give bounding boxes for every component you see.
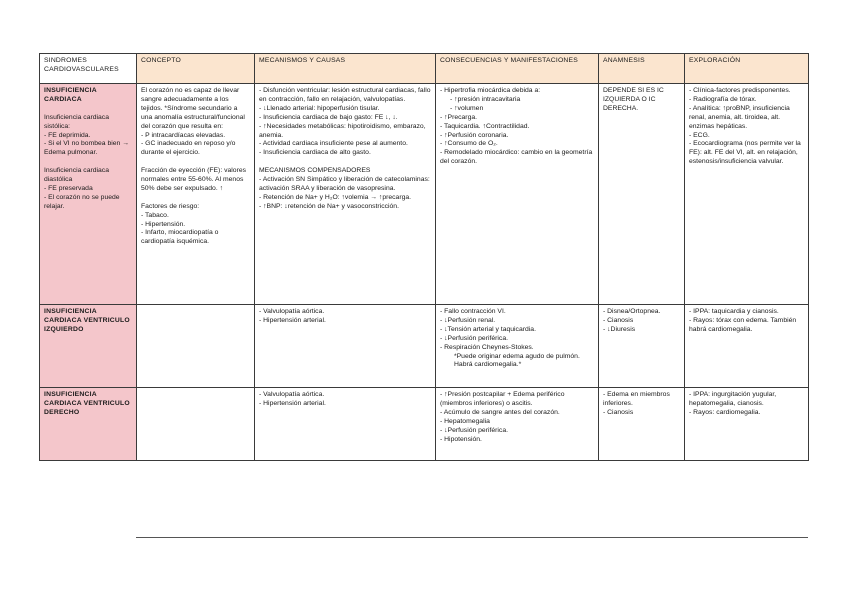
spacer — [44, 158, 132, 167]
cell-text-line: - ↑presión intracavitaria — [450, 95, 521, 103]
exploracion-cell — [685, 305, 809, 388]
cell-text-line: - Activación SN Simpático y liberación de catecolaminas: activación SRAA y liberación de vasopresina. — [259, 176, 430, 192]
cell-text-line: - GC inadecuado en reposo y/o durante el ejercicio. — [141, 140, 236, 157]
cell-text-line: - Rayos: cardiomegalia. — [689, 408, 761, 416]
anamnesis-cell — [599, 84, 685, 305]
cell-text-line: - Remodelado miocárdico: cambio en la geometría del corazón. — [440, 149, 593, 166]
cell-text-line: MECANISMOS COMPENSADORES — [259, 167, 371, 175]
cell-text-line: - Valvulopatía aórtica. — [259, 308, 325, 315]
cell-text-line: - Infarto, miocardiopatía o cardiopatía isquémica. — [141, 229, 219, 246]
cell-text-line: Fracción de eyección (FE): valores normales entre 55-60%. Al menos 50% debe ser expulsado. ↑ — [141, 167, 247, 192]
cell-text-line: - Actividad cardiaca insuficiente pese al aumento. — [259, 140, 408, 148]
cell-text-line: - Hipertensión. — [141, 220, 186, 228]
cell-text-line: - El corazón no se puede relajar. — [44, 193, 120, 210]
cell-text-line: - Clínica-factores predisponentes. — [689, 87, 791, 94]
sindrome-cell — [40, 305, 137, 388]
spacer — [141, 194, 250, 203]
cell-text-line: *Puede originar edema agudo de pulmón. Habrá cardiomegalia.* — [454, 352, 580, 369]
spacer — [259, 158, 431, 167]
cell-text-line: - Hipertensión arterial. — [259, 399, 326, 407]
cell-text-line: - Ecocardiograma (nos permite ver la FE): alt. FE del VI, alt. en relajación, estenosis/insuficiencia valvular. — [689, 140, 801, 166]
mecanismos-cell — [255, 388, 436, 461]
exploracion-cell — [685, 84, 809, 305]
mecanismos-cell — [255, 84, 436, 305]
cell-text-line: - Valvulopatía aórtica. — [259, 391, 325, 398]
cell-text-line: - Cianosis — [603, 408, 634, 416]
consecuencias-cell — [436, 305, 599, 388]
cell-text-line: - Acúmulo de sangre antes del corazón. — [440, 408, 560, 416]
cell-text-line: - FE preservada — [44, 184, 93, 192]
concepto-cell — [137, 305, 255, 388]
exploracion-cell — [685, 388, 809, 461]
cell-text-line: - ↓Llenado arterial: hipoperfusión tisular. — [259, 104, 380, 112]
sindrome-title: INSUFICIENCIA CARDIACA VENTRICULO IZQUIERDO — [44, 308, 130, 333]
cell-text-line: - Retención de Na+ y H₂O: ↑volemia → ↑precarga. — [259, 193, 412, 201]
cell-text-line: - Hipertrofia miocárdica debida a: — [440, 87, 541, 94]
cell-text-line: - Cianosis — [603, 316, 634, 324]
cell-text-line: - ↓Tensión arterial y taquicardia. — [440, 325, 536, 333]
cell-text-line: - ↓Perfusión periférica. — [440, 426, 508, 434]
sindrome-title: INSUFICIENCIA CARDIACA VENTRICULO DERECHO — [44, 391, 130, 416]
cell-text-line: - Disnea/Ortopnea. — [603, 308, 661, 315]
cell-text-line: - Hipertensión arterial. — [259, 316, 326, 324]
cell-text-line: - ↑Perfusión coronaria. — [440, 131, 509, 139]
cell-text-line: - ↑Necesidades metabólicas: hipotiroidismo, embarazo, anemia. — [259, 122, 426, 139]
cell-text-line: - Hepatomegalia — [440, 417, 490, 425]
spacer — [44, 105, 132, 114]
cell-text-line: - ↑Presión postcapilar + Edema periférico (miembros inferiores) o ascitis. — [440, 391, 565, 407]
sindrome-cell — [40, 388, 137, 461]
cell-text-line: - P intracardíacas elevadas. — [141, 131, 226, 139]
anamnesis-cell — [599, 388, 685, 461]
cell-text-line: - IPPA: taquicardia y cianosis. — [689, 308, 779, 315]
table-row — [40, 305, 809, 388]
cardiovascular-syndromes-table — [39, 53, 809, 461]
table-row — [40, 84, 809, 305]
cell-text-line: - Fallo contracción VI. — [440, 308, 506, 315]
header-consecuencias: CONSECUENCIAS Y MANIFESTACIONES — [436, 54, 599, 84]
cell-text-line: Factores de riesgo: — [141, 202, 200, 210]
mecanismos-cell — [255, 305, 436, 388]
cell-text-line: Insuficiencia cardiaca sistólica: — [44, 113, 109, 130]
cell-text-line: - ↑Consumo de O₂. — [440, 140, 498, 148]
header-exploracion: EXPLORACIÓN — [685, 54, 809, 84]
cell-text-line: - ↑volumen — [450, 104, 484, 112]
header-row — [40, 54, 809, 84]
cell-text-line: Insuficiencia cardiaca diastólica — [44, 167, 109, 184]
spacer — [141, 158, 250, 167]
sindrome-cell — [40, 84, 137, 305]
cell-text-line: - Insuficiencia cardiaca de bajo gasto: FE ↓, ↓. — [259, 113, 398, 121]
concepto-cell — [137, 388, 255, 461]
cell-text-line: - Disfunción ventricular: lesión estructural cardiacas, fallo en contracción, fallo en relajación, valvulopatías. — [259, 87, 431, 103]
cell-text-line: - ↓Perfusión periférica. — [440, 334, 508, 342]
cell-text-line: - ↑Precarga. — [440, 113, 478, 121]
cell-text-line: - ECG. — [689, 131, 710, 139]
cell-text-line: - ↓Diuresis — [603, 325, 636, 333]
header-sindromes: SINDROMES CARDIOVASCULARES — [40, 54, 137, 84]
table-row — [40, 388, 809, 461]
cell-text-line: - Hipotensión. — [440, 435, 482, 443]
cell-text-line: - Tabaco. — [141, 211, 169, 219]
footer-divider — [136, 537, 808, 538]
cell-text-line: El corazón no es capaz de llevar sangre adecuadamente a los tejidos. *Síndrome secundario a una anomalía estructural/funcional del corazón que resulta en: — [141, 87, 245, 130]
cell-text-line: - Insuficiencia cardiaca de alto gasto. — [259, 149, 371, 157]
cell-text-line: DEPENDE SI ES IC IZQUIERDA O IC DERECHA. — [603, 87, 664, 112]
cell-text-line: - ↓Perfusión renal. — [440, 316, 496, 324]
consecuencias-cell — [436, 388, 599, 461]
cell-text-line: - ↑BNP: ↓retención de Na+ y vasoconstricción. — [259, 202, 399, 210]
cell-text-line: - Si el VI no bombea bien → Edema pulmonar. — [44, 140, 130, 157]
cell-text-line: - Taquicardia. ↑Contractilidad. — [440, 122, 530, 130]
cell-text-line: - Rayos: tórax con edema. También habrá cardiomegalia. — [689, 316, 797, 333]
cell-text-line: - FE deprimida. — [44, 131, 91, 139]
cell-text-line: - Respiración Cheynes-Stokes. — [440, 343, 534, 351]
sindrome-title: INSUFICIENCIA CARDIACA — [44, 87, 97, 103]
header-concepto: CONCEPTO — [137, 54, 255, 84]
concepto-cell — [137, 84, 255, 305]
cell-text-line: - IPPA: ingurgitación yugular, hepatomegalia, cianosis. — [689, 391, 777, 407]
consecuencias-cell — [436, 84, 599, 305]
cell-text-line: - Analítica: ↑proBNP, insuficiencia renal, anemia, alt. tiroidea, alt. enzimas hepáticas. — [689, 104, 790, 130]
anamnesis-cell — [599, 305, 685, 388]
header-mecanismos: MECANISMOS Y CAUSAS — [255, 54, 436, 84]
header-anamnesis: ANAMNESIS — [599, 54, 685, 84]
cell-text-line: - Radiografía de tórax. — [689, 95, 757, 103]
cell-text-line: - Edema en miembros inferiores. — [603, 391, 670, 407]
